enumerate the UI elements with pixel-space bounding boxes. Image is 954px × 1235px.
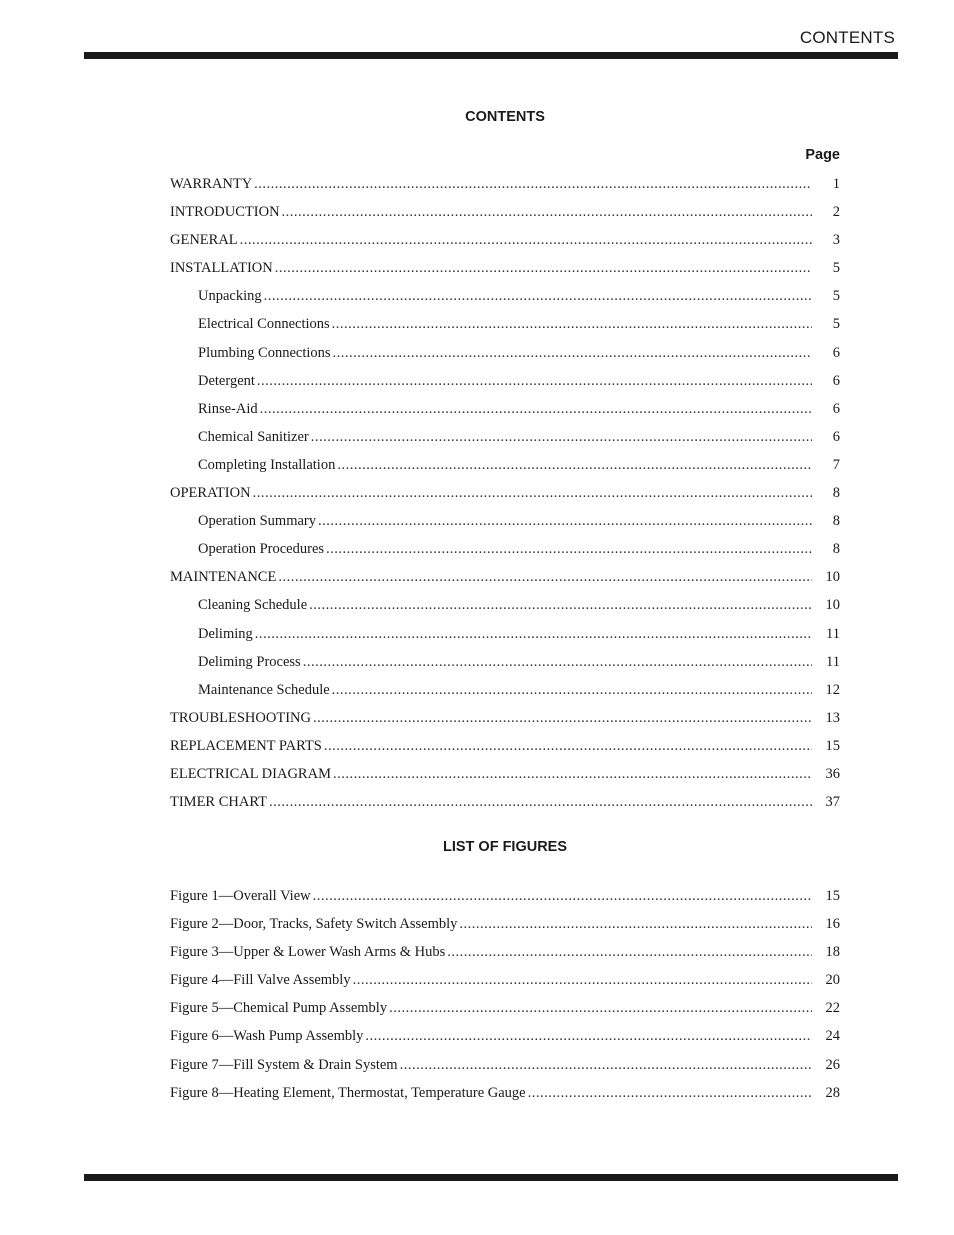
entry-page-number: 5 <box>832 316 840 333</box>
entry-label: Operation Summary <box>198 513 316 530</box>
entry-label: OPERATION <box>170 485 251 502</box>
dot-leader <box>333 339 812 367</box>
entry-label: TROUBLESHOOTING <box>170 709 311 726</box>
toc-subentry[interactable] <box>170 367 840 395</box>
toc-subentry[interactable] <box>170 620 840 648</box>
entry-page-number: 6 <box>832 428 840 445</box>
entry-page-number: 6 <box>832 344 840 361</box>
figures-list <box>170 882 840 1107</box>
dot-leader <box>365 1022 812 1050</box>
dot-leader <box>332 676 812 704</box>
toc-entry[interactable] <box>170 198 840 226</box>
figures-title: LIST OF FIGURES <box>442 839 568 855</box>
entry-label: Figure 7—Fill System & Drain System <box>170 1056 398 1073</box>
entry-label: Electrical Connections <box>198 316 330 333</box>
dot-leader <box>313 704 812 732</box>
entry-label: Rinse-Aid <box>198 400 258 417</box>
entry-page-number: 8 <box>832 541 840 558</box>
toc-entry[interactable] <box>170 1079 840 1107</box>
top-rule <box>84 52 898 59</box>
toc-subentry[interactable] <box>170 648 840 676</box>
entry-label: Unpacking <box>198 288 262 305</box>
entry-page-number: 8 <box>832 485 840 502</box>
dot-leader <box>353 966 812 994</box>
toc-entry[interactable] <box>170 938 840 966</box>
toc-subentry[interactable] <box>170 395 840 423</box>
entry-label: Figure 1—Overall View <box>170 888 311 904</box>
toc-subentry[interactable] <box>170 535 840 563</box>
entry-label: Plumbing Connections <box>198 344 331 361</box>
entry-label: ELECTRICAL DIAGRAM <box>170 765 331 782</box>
entry-label: WARRANTY <box>170 176 253 192</box>
entry-page-number: 28 <box>825 1084 840 1101</box>
entry-label: GENERAL <box>170 232 238 249</box>
contents-list <box>170 170 840 816</box>
entry-label: Maintenance Schedule <box>198 681 330 698</box>
dot-leader <box>309 591 812 619</box>
toc-subentry[interactable] <box>170 310 840 338</box>
entry-page-number: 15 <box>825 888 840 904</box>
entry-label: Deliming <box>198 625 253 642</box>
dot-leader <box>313 882 812 910</box>
entry-page-number: 13 <box>825 709 840 726</box>
dot-leader <box>282 198 812 226</box>
dot-leader <box>324 732 812 760</box>
dot-leader <box>255 620 812 648</box>
entry-label: Figure 6—Wash Pump Assembly <box>170 1028 364 1045</box>
entry-page-number: 26 <box>825 1056 840 1073</box>
toc-entry[interactable] <box>170 1051 840 1079</box>
entry-page-number: 7 <box>832 456 840 473</box>
entry-page-number: 15 <box>825 737 840 754</box>
contents-title: CONTENTS <box>465 109 545 125</box>
entry-label: Figure 8—Heating Element, Thermostat, Temperature Gauge <box>170 1084 526 1101</box>
toc-entry[interactable] <box>170 760 840 788</box>
entry-label: Figure 4—Fill Valve Assembly <box>170 972 351 989</box>
dot-leader <box>254 170 812 198</box>
dot-leader <box>253 479 812 507</box>
entry-page-number: 24 <box>825 1028 840 1045</box>
dot-leader <box>333 760 812 788</box>
entry-page-number: 6 <box>832 372 840 389</box>
entry-label: Figure 5—Chemical Pump Assembly <box>170 1000 388 1017</box>
entry-page-number: 5 <box>832 288 840 305</box>
toc-subentry[interactable] <box>170 591 840 619</box>
dot-leader <box>459 910 812 938</box>
entry-label: Detergent <box>198 372 255 389</box>
entry-label: INSTALLATION <box>170 260 273 277</box>
dot-leader <box>269 788 812 816</box>
entry-page-number: 3 <box>832 232 840 249</box>
toc-entry[interactable] <box>170 882 840 910</box>
toc-entry[interactable] <box>170 910 840 938</box>
dot-leader <box>275 254 812 282</box>
entry-page-number: 10 <box>825 569 840 586</box>
entry-label: Operation Procedures <box>198 541 325 558</box>
dot-leader <box>326 535 812 563</box>
toc-entry[interactable] <box>170 704 840 732</box>
toc-subentry[interactable] <box>170 676 840 704</box>
entry-label: Cleaning Schedule <box>198 597 308 614</box>
dot-leader <box>278 563 812 591</box>
entry-label: Deliming Process <box>198 653 301 670</box>
toc-entry[interactable] <box>170 966 840 994</box>
entry-page-number: 11 <box>826 625 840 642</box>
entry-page-number: 1 <box>832 176 840 192</box>
dot-leader <box>447 938 812 966</box>
entry-page-number: 20 <box>825 972 840 989</box>
entry-label: Completing Installation <box>198 456 336 473</box>
entry-page-number: 11 <box>826 653 840 670</box>
toc-entry[interactable] <box>170 170 840 198</box>
entry-label: TIMER CHART <box>170 794 268 811</box>
toc-entry[interactable] <box>170 1022 840 1050</box>
running-header: CONTENTS <box>799 28 895 47</box>
entry-page-number: 37 <box>825 794 840 811</box>
toc-entry[interactable] <box>170 254 840 282</box>
dot-leader <box>337 451 812 479</box>
dot-leader <box>260 395 812 423</box>
entry-page-number: 5 <box>832 260 840 277</box>
toc-subentry[interactable] <box>170 423 840 451</box>
toc-entry[interactable] <box>170 994 840 1022</box>
entry-page-number: 10 <box>825 597 840 614</box>
entry-page-number: 12 <box>825 681 840 698</box>
toc-entry[interactable] <box>170 226 840 254</box>
entry-page-number: 8 <box>832 513 840 530</box>
dot-leader <box>318 507 812 535</box>
dot-leader <box>332 310 812 338</box>
entry-page-number: 6 <box>832 400 840 417</box>
dot-leader <box>528 1079 812 1107</box>
dot-leader <box>400 1051 812 1079</box>
dot-leader <box>264 282 812 310</box>
entry-label: REPLACEMENT PARTS <box>170 737 322 754</box>
toc-subentry[interactable] <box>170 282 840 310</box>
dot-leader <box>311 423 812 451</box>
page-column-label: Page <box>805 147 840 163</box>
toc-entry[interactable] <box>170 732 840 760</box>
entry-page-number: 18 <box>825 944 840 961</box>
dot-leader <box>389 994 812 1022</box>
entry-label: MAINTENANCE <box>170 569 277 586</box>
toc-subentry[interactable] <box>170 339 840 367</box>
entry-label: INTRODUCTION <box>170 204 280 221</box>
entry-page-number: 2 <box>832 204 840 221</box>
bottom-rule <box>84 1174 898 1181</box>
toc-entry[interactable] <box>170 563 840 591</box>
toc-subentry[interactable] <box>170 451 840 479</box>
toc-entry[interactable] <box>170 788 840 816</box>
entry-page-number: 16 <box>825 916 840 933</box>
entry-page-number: 22 <box>825 1000 840 1017</box>
entry-label: Chemical Sanitizer <box>198 428 309 445</box>
entry-label: Figure 3—Upper & Lower Wash Arms & Hubs <box>170 944 446 961</box>
dot-leader <box>240 226 812 254</box>
toc-subentry[interactable] <box>170 507 840 535</box>
dot-leader <box>303 648 812 676</box>
dot-leader <box>257 367 812 395</box>
toc-entry[interactable] <box>170 479 840 507</box>
entry-page-number: 36 <box>825 765 840 782</box>
entry-label: Figure 2—Door, Tracks, Safety Switch Assembly <box>170 916 458 933</box>
